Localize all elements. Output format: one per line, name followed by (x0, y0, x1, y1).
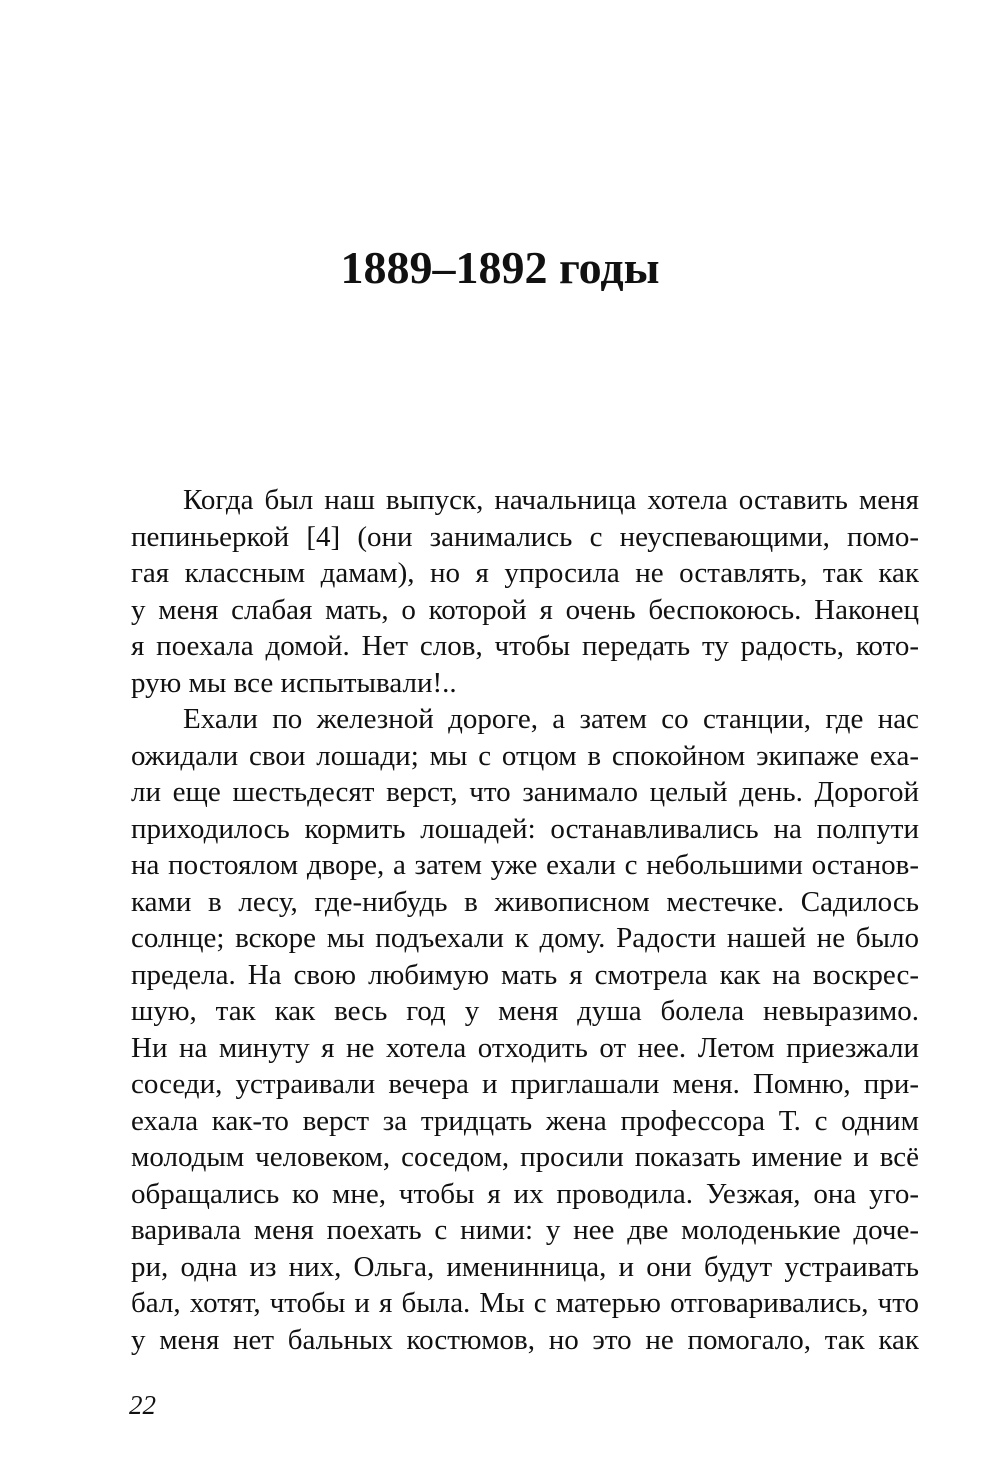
text-line: у меня слабая мать, о которой я очень беспокоюсь. Наконец (131, 593, 919, 626)
text-line: ехала как-то верст за тридцать жена профессора Т. с одним (131, 1104, 919, 1137)
text-line: Когда был наш выпуск, начальница хотела оставить меня (183, 484, 919, 516)
text-line: обращались ко мне, чтобы я их проводила. Уезжая, она уго- (131, 1177, 919, 1210)
text-line: пепиньеркой [4] (они занимались с неуспевающими, помо- (131, 520, 919, 553)
text-line: на постоялом дворе, а затем уже ехали с небольшими останов- (131, 849, 919, 881)
text-line: соседи, устраивали вечера и приглашали меня. Помню, при- (131, 1068, 919, 1100)
text-line: солнце; вскоре мы подъехали к дому. Радости нашей не было (131, 922, 919, 954)
text-line: ками в лесу, где-нибудь в живописном местечке. Садилось (131, 885, 919, 918)
text-line: рую мы все испытывали!.. (131, 666, 457, 699)
text-line: Ехали по железной дороге, а затем со станции, где нас (183, 703, 919, 735)
text-line: ожидали свои лошади; мы с отцом в спокойном экипаже еха- (131, 739, 919, 772)
chapter-title: 1889–1892 годы (340, 242, 660, 293)
page-number: 22 (129, 1390, 156, 1420)
text-line: ри, одна из них, Ольга, именинница, и они будут устраивать (131, 1250, 919, 1283)
text-line: гая классным дамам), но я упросила не оставлять, так как (131, 557, 919, 589)
text-line: приходилось кормить лошадей: останавливались на полпути (131, 812, 919, 845)
paragraph-2 (131, 701, 919, 1358)
text-line: ли еще шестьдесят верст, что занимало целый день. Дорогой (131, 776, 919, 808)
text-line: я поехала домой. Нет слов, чтобы передать ту радость, кото- (131, 630, 919, 662)
body-text (131, 482, 919, 1358)
text-line: шую, так как весь год у меня душа болела невыразимо. (131, 995, 919, 1027)
text-line: Ни на минуту я не хотела отходить от нее. Летом приезжали (131, 1031, 919, 1064)
text-line: у меня нет бальных костюмов, но это не помогало, так как (131, 1323, 919, 1356)
text-line: бал, хотят, чтобы и я была. Мы с матерью отговаривались, что (131, 1287, 919, 1319)
text-line: предела. На свою любимую мать я смотрела как на воскрес- (131, 958, 919, 991)
text-line: молодым человеком, соседом, просили показать имение и всё (131, 1141, 919, 1173)
text-line: варивала меня поехать с ними: у нее две молоденькие доче- (131, 1214, 919, 1246)
paragraph-1 (131, 482, 919, 701)
